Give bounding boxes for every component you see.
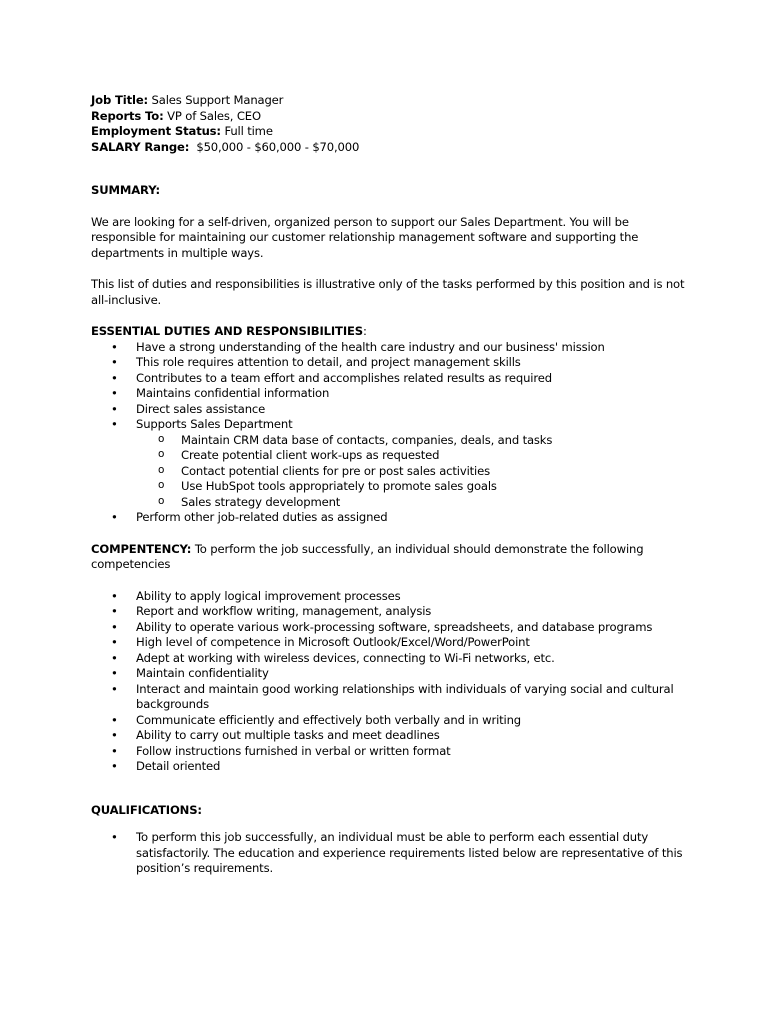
salary-line xyxy=(91,140,691,156)
duties-heading-line xyxy=(91,324,691,340)
reports-to-label: Reports To: xyxy=(91,108,164,123)
list-item-text: Perform other job-related duties as assigned xyxy=(136,510,388,524)
list-item-text: This role requires attention to detail, and project management skills xyxy=(136,355,521,369)
sub-list-item-text: Use HubSpot tools appropriately to promote sales goals xyxy=(181,479,497,493)
bullet-icon: • xyxy=(111,417,118,431)
circle-bullet-icon: o xyxy=(158,463,165,476)
job-header xyxy=(91,93,691,155)
competency-intro-text: To perform the job successfully, an individual should demonstrate the following competencies xyxy=(91,541,644,571)
duties-heading-colon: : xyxy=(362,324,367,338)
bullet-icon: • xyxy=(111,510,118,524)
job-description xyxy=(91,93,691,877)
list-item xyxy=(91,386,691,402)
bullet-icon: • xyxy=(111,355,118,369)
list-item xyxy=(91,402,691,418)
sub-list-item xyxy=(136,448,691,464)
sub-list-item-text: Sales strategy development xyxy=(181,494,341,509)
list-item-text: Ability to apply logical improvement processes xyxy=(136,588,401,603)
list-item-text: Supports Sales Department xyxy=(136,417,293,431)
list-item xyxy=(91,666,691,682)
sub-list-item-text: Maintain CRM data base of contacts, companies, deals, and tasks xyxy=(181,432,553,447)
bullet-icon: • xyxy=(111,830,118,844)
list-item xyxy=(91,604,691,620)
duties-list xyxy=(91,340,691,526)
list-item xyxy=(91,744,691,760)
list-item-text: Interact and maintain good working relationships with individuals of varying social and cultural backgrounds xyxy=(136,681,674,711)
reports-to-value: VP of Sales, CEO xyxy=(163,108,261,123)
bullet-icon: • xyxy=(111,681,118,696)
summary-heading: SUMMARY: xyxy=(91,183,160,197)
employment-status-value: Full time xyxy=(220,124,273,138)
sub-list-item xyxy=(136,479,691,495)
bullet-icon: • xyxy=(111,339,118,354)
bullet-icon: • xyxy=(111,588,118,603)
list-item-text: High level of competence in Microsoft Outlook/Excel/Word/PowerPoint xyxy=(136,635,530,649)
list-item-text: Direct sales assistance xyxy=(136,401,266,416)
bullet-icon: • xyxy=(111,650,118,665)
list-item xyxy=(91,510,691,526)
summary-paragraph: We are looking for a self-driven, organized person to support our Sales Department. You will be responsible for maintaining our customer relationship management software and supporting the departments in multiple ways. xyxy=(91,214,639,260)
list-item xyxy=(91,830,691,877)
sub-list-item xyxy=(136,464,691,480)
salary-label: SALARY Range: xyxy=(91,139,190,154)
sales-department-sublist xyxy=(136,433,691,511)
list-item-text: Have a strong understanding of the health care industry and our business' mission xyxy=(136,339,605,354)
bullet-icon: • xyxy=(111,666,118,680)
bullet-icon: • xyxy=(111,712,118,727)
list-item-text: Follow instructions furnished in verbal or written format xyxy=(136,743,451,758)
list-item xyxy=(91,759,691,775)
competency-heading: COMPENTENCY: xyxy=(91,541,192,556)
list-item-text: Ability to operate various work-processing software, spreadsheets, and database programs xyxy=(136,619,653,634)
list-item-text: Maintain confidentiality xyxy=(136,666,269,680)
circle-bullet-icon: o xyxy=(158,494,165,507)
bullet-icon: • xyxy=(111,728,118,742)
sub-list-item-text: Contact potential clients for pre or post sales activities xyxy=(181,463,490,478)
list-item-text: To perform this job successfully, an individual must be able to perform each essential duty satisfactorily. The education and experience requirements listed below are representative of this position’s requirements. xyxy=(136,830,683,875)
list-item-text: Detail oriented xyxy=(136,759,221,773)
list-item-text: Report and workflow writing, management, analysis xyxy=(136,604,432,618)
list-item xyxy=(91,713,691,729)
circle-bullet-icon: o xyxy=(158,432,165,445)
list-item xyxy=(91,589,691,605)
bullet-icon: • xyxy=(111,386,118,400)
disclaimer-paragraph: This list of duties and responsibilities is illustrative only of the tasks performed by this position and is not all-inclusive. xyxy=(91,277,685,307)
job-title-value: Sales Support Manager xyxy=(148,93,284,107)
circle-bullet-icon: o xyxy=(158,479,165,491)
salary-value: $50,000 - $60,000 - $70,000 xyxy=(189,139,360,154)
qualifications-list xyxy=(91,830,691,877)
list-item xyxy=(91,371,691,387)
bullet-icon: • xyxy=(111,604,118,618)
list-item xyxy=(91,355,691,371)
list-item-text: Adept at working with wireless devices, connecting to Wi-Fi networks, etc. xyxy=(136,650,555,665)
list-item xyxy=(91,651,691,667)
employment-status-label: Employment Status: xyxy=(91,124,221,138)
bullet-icon: • xyxy=(111,619,118,634)
sub-list-item xyxy=(136,433,691,449)
employment-status-line xyxy=(91,124,691,140)
list-item xyxy=(91,728,691,744)
duties-heading: ESSENTIAL DUTIES AND RESPONSIBILITIES xyxy=(91,324,363,338)
list-item xyxy=(91,620,691,636)
list-item-text: Communicate efficiently and effectively both verbally and in writing xyxy=(136,712,522,727)
bullet-icon: • xyxy=(111,401,118,416)
bullet-icon: • xyxy=(111,759,118,773)
job-title-line xyxy=(91,93,691,109)
list-item-text: Contributes to a team effort and accomplishes related results as required xyxy=(136,370,552,385)
qualifications-heading: QUALIFICATIONS: xyxy=(91,802,202,817)
reports-to-line xyxy=(91,109,691,125)
list-item xyxy=(91,417,691,510)
list-item xyxy=(91,635,691,651)
list-item xyxy=(91,340,691,356)
bullet-icon: • xyxy=(111,370,118,385)
circle-bullet-icon: o xyxy=(158,448,165,460)
competency-intro xyxy=(91,542,691,573)
sub-list-item-text: Create potential client work-ups as requested xyxy=(181,448,440,462)
bullet-icon: • xyxy=(111,635,118,649)
list-item-text: Ability to carry out multiple tasks and meet deadlines xyxy=(136,728,440,742)
job-title-label: Job Title: xyxy=(91,93,149,107)
competency-list xyxy=(91,589,691,775)
list-item xyxy=(91,682,691,713)
sub-list-item xyxy=(136,495,691,511)
bullet-icon: • xyxy=(111,743,118,758)
list-item-text: Maintains confidential information xyxy=(136,386,330,400)
